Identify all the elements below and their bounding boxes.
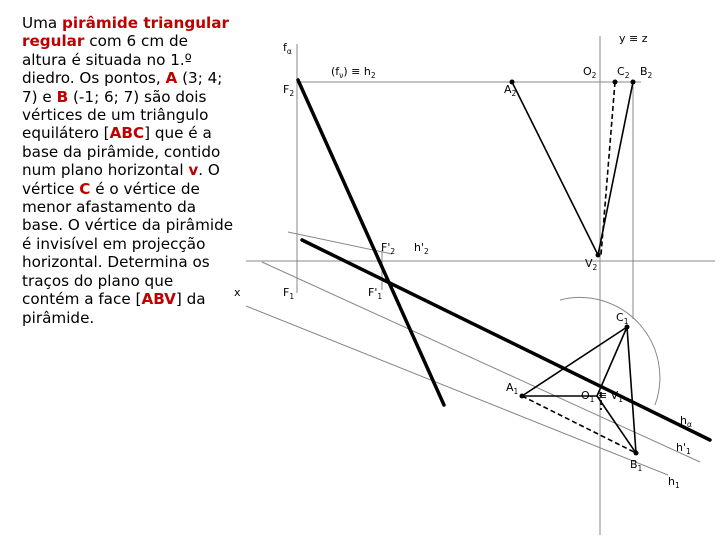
point-a1 [520,394,525,399]
triangle-abc: ABC [109,124,145,143]
label-v2: $V_2$ [585,257,598,272]
edge-c1-b1 [627,327,636,453]
text: ] da pirâmide. [22,290,206,327]
text: com 6 cm de altura é situada no 1.º diedro. Os pontos, [22,32,192,88]
label-h1: $h_1$ [668,475,680,490]
vertex-c: C [79,179,91,198]
text: . O vértice [22,161,220,198]
point-c2 [613,80,618,85]
label-x: x [234,286,241,299]
label-fv-h2: $(f_\nu) \equiv h_2$ [331,65,376,80]
point-b: B [56,87,69,106]
label-b1: $B_1$ [630,458,643,473]
label-hp2: $h'_2$ [414,241,429,256]
label-c2: $C_2$ [617,65,630,80]
label-f1: $F_1$ [283,286,295,301]
text: (3; 4; 7) e [22,69,223,106]
point-v2 [596,253,601,258]
text: ] que é a base da pirâmide, contido num plano horizontal [22,124,221,180]
label-fp1: $F'_1$ [368,286,383,301]
point-b1 [634,451,639,456]
label-o1-v1: $O_1 \equiv V_1$ [581,389,623,404]
label-h-alpha: $h_\alpha$ [680,414,692,429]
text: Uma [22,14,63,32]
label-hp1: $h'_1$ [676,441,691,456]
term-pyramid: pirâmide triangular regular [22,14,229,51]
label-o2: $O_2$ [583,65,597,80]
hidden-edge-c2 [601,82,615,255]
label-a2: $A_2$ [504,83,517,98]
label-a1: $A_1$ [506,381,519,396]
plane-v: v [188,161,199,180]
text: é o vértice de menor afastamento da base. O vértice da pirâmide é invisível em projecção horizontal. Determina os traços do plano que contém a face [ [22,179,234,309]
label-c1: $C_1$ [616,311,629,326]
label-y-eq-z: y ≡ z [619,32,648,45]
label-b2: $B_2$ [640,65,653,80]
point-b2 [631,80,636,85]
edge-o1-b1 [597,396,636,453]
label-f2: $F_2$ [283,83,295,98]
label-fp2: $F'_2$ [381,241,396,256]
point-a: A [165,69,178,88]
label-f-alpha: $f_\alpha$ [283,41,292,56]
edge-a2-v2 [512,82,598,255]
face-abv: ABV [141,290,176,309]
text: (-1; 6; 7) são dois vértices de um triângulo equilátero [ [22,87,209,143]
